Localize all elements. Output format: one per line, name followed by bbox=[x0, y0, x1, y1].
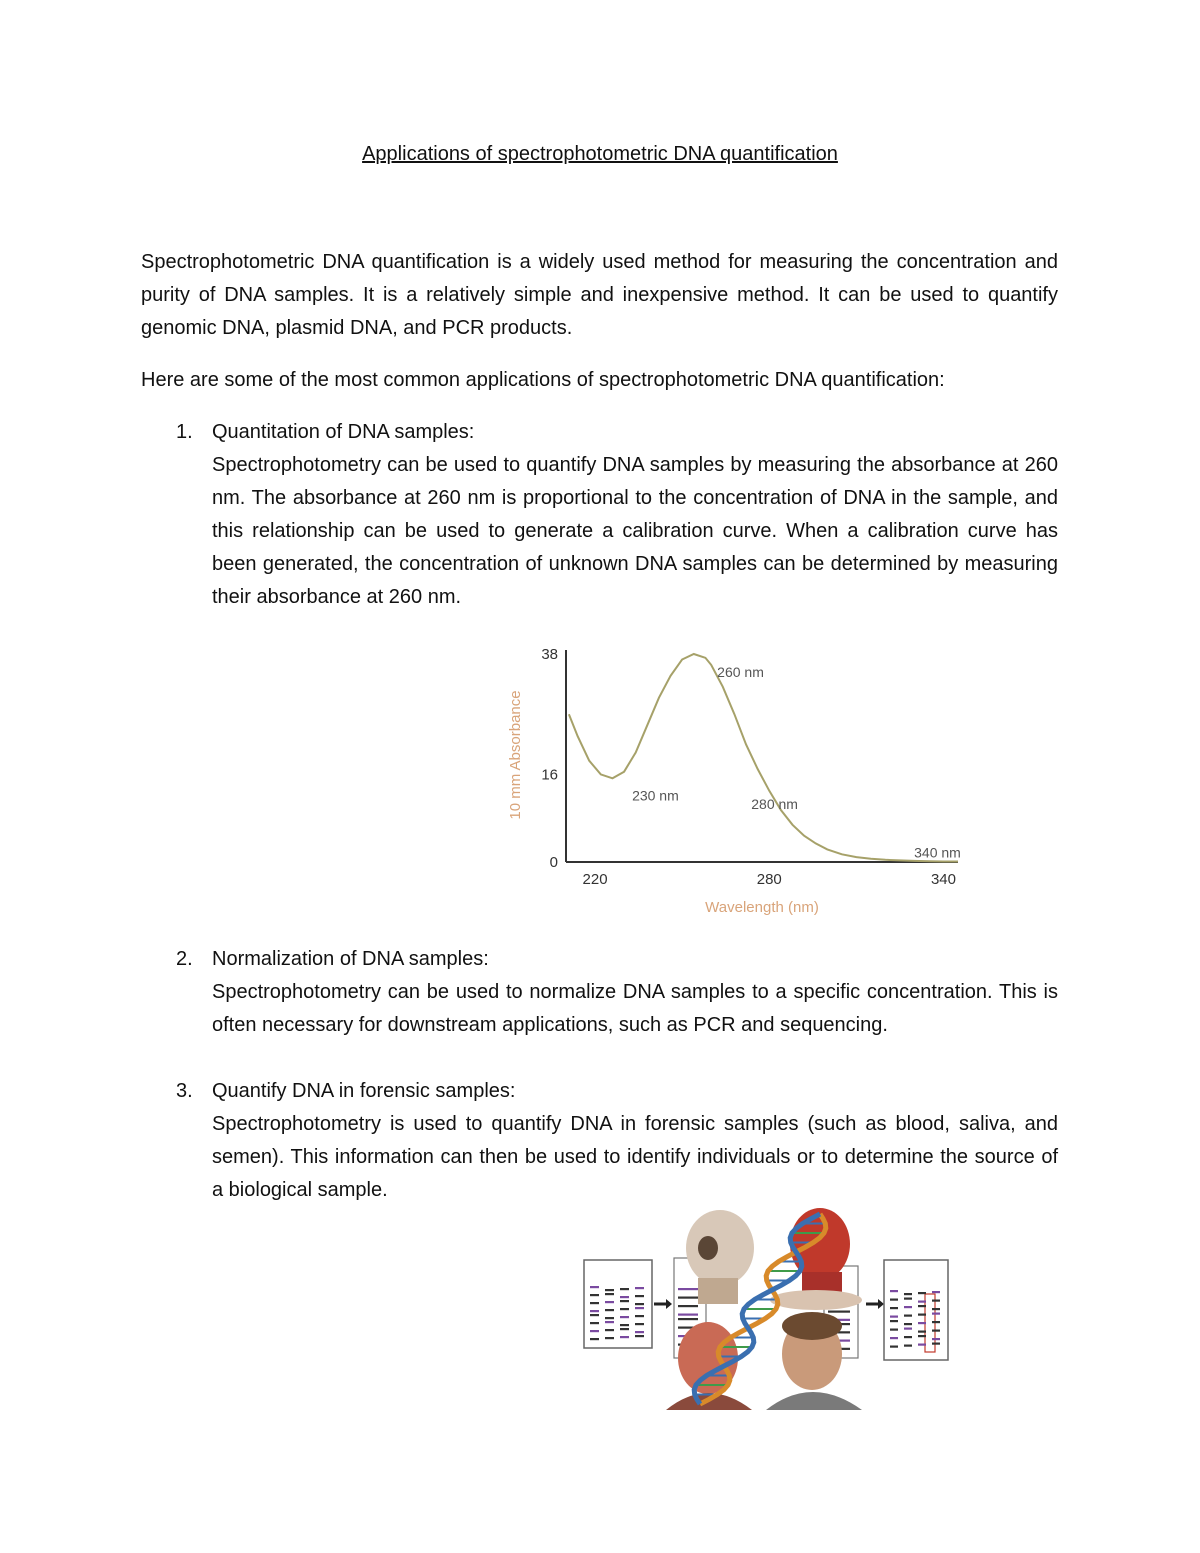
gel-band bbox=[904, 1293, 912, 1295]
gel-band bbox=[620, 1308, 629, 1310]
y-axis-label: 10 mm Absorbance bbox=[507, 690, 524, 820]
gel-band bbox=[932, 1313, 940, 1315]
gel-band bbox=[932, 1330, 940, 1332]
arrow-right-icon bbox=[866, 1299, 884, 1309]
gel-band bbox=[635, 1295, 644, 1297]
list-item-number: 3. bbox=[176, 1080, 193, 1102]
gel-band bbox=[918, 1301, 926, 1303]
absorbance-chart bbox=[500, 640, 970, 920]
list-item-number: 1. bbox=[176, 421, 193, 443]
x-tick-label: 280 bbox=[756, 871, 782, 888]
list-item-number: 2. bbox=[176, 948, 193, 970]
gel-band bbox=[890, 1307, 898, 1309]
gel-band bbox=[918, 1335, 926, 1337]
gel-band bbox=[904, 1306, 912, 1308]
gel-band bbox=[890, 1329, 898, 1331]
gel-band bbox=[932, 1338, 940, 1340]
gel-band bbox=[918, 1344, 926, 1346]
chart-plot-area bbox=[569, 654, 958, 862]
list-item-body: Spectrophotometry can be used to quantify DNA samples by measuring the absorbance at 260 nm. The absorbance at 260 nm is proportional to the concentration of DNA in the sample, and this relationship can be used to generate a calibration curve. When a calibration curve has been generated, the concentration of unknown DNA samples can be determined by measuring their absorbance at 260 nm. bbox=[212, 454, 1058, 608]
arrow-right-icon bbox=[654, 1299, 672, 1309]
gel-band bbox=[635, 1331, 644, 1333]
gel-band bbox=[932, 1321, 940, 1323]
gel-band bbox=[635, 1307, 644, 1309]
chart-tick-labels bbox=[541, 646, 956, 888]
gel-band bbox=[890, 1320, 898, 1322]
gel-band bbox=[620, 1288, 629, 1290]
gel-band bbox=[904, 1336, 912, 1338]
x-tick-label: 220 bbox=[582, 871, 608, 888]
data-annotation: 260 nm bbox=[717, 663, 764, 680]
gel-band bbox=[932, 1300, 940, 1302]
gel-band bbox=[890, 1346, 898, 1348]
list-item-body: Spectrophotometry can be used to normalize DNA samples to a specific concentration. This is often necessary for downstream applications, such as PCR and sequencing. bbox=[212, 981, 1058, 1036]
list-item-heading: Normalization of DNA samples: bbox=[212, 948, 489, 970]
gel-band bbox=[904, 1328, 912, 1330]
dna-profile-card-left bbox=[584, 1260, 652, 1348]
intro-paragraph: Spectrophotometric DNA quantification is a widely used method for measuring the concentration and purity of DNA samples. It is a relatively simple and inexpensive method. It can be used to quantify genomic DNA, plasmid DNA, and PCR products. bbox=[141, 251, 1058, 339]
series-line bbox=[569, 654, 958, 862]
forensic-dna-illustration bbox=[580, 1208, 952, 1410]
gel-band bbox=[620, 1336, 629, 1338]
gel-band bbox=[918, 1292, 926, 1294]
gel-band bbox=[590, 1294, 599, 1296]
gel-band bbox=[890, 1337, 898, 1339]
gel-band bbox=[932, 1343, 940, 1345]
gel-band bbox=[605, 1329, 614, 1331]
gel-band bbox=[590, 1314, 599, 1316]
gel-band bbox=[918, 1314, 926, 1316]
gel-band bbox=[918, 1322, 926, 1324]
list-item-heading: Quantitation of DNA samples: bbox=[212, 421, 475, 443]
gel-band bbox=[605, 1289, 614, 1291]
chart-annotations bbox=[632, 664, 961, 861]
gel-band bbox=[620, 1300, 629, 1302]
y-tick-label: 0 bbox=[549, 854, 558, 871]
gel-band bbox=[605, 1321, 614, 1323]
gel-band bbox=[635, 1323, 644, 1325]
gel-band bbox=[635, 1287, 644, 1289]
gel-band bbox=[605, 1337, 614, 1339]
gel-band bbox=[932, 1308, 940, 1310]
gel-band bbox=[890, 1299, 898, 1301]
gel-band bbox=[590, 1330, 599, 1332]
list-item-body: Spectrophotometry is used to quantify DNA in forensic samples (such as blood, saliva, and semen). This information can then be used to identify individuals or to determine the source of a biological sample. bbox=[212, 1113, 1058, 1201]
gel-band bbox=[904, 1323, 912, 1325]
gel-band bbox=[590, 1302, 599, 1304]
gel-band bbox=[904, 1298, 912, 1300]
dna-profile-card-right bbox=[884, 1260, 948, 1360]
gel-band bbox=[678, 1314, 698, 1316]
lead-paragraph: Here are some of the most common applications of spectrophotometric DNA quantification: bbox=[141, 369, 945, 391]
data-annotation: 280 nm bbox=[751, 795, 798, 812]
gel-band bbox=[678, 1318, 698, 1320]
gel-band bbox=[678, 1288, 698, 1290]
gel-band bbox=[678, 1305, 698, 1307]
gel-band bbox=[590, 1310, 599, 1312]
gel-band bbox=[590, 1322, 599, 1324]
gel-band bbox=[620, 1296, 629, 1298]
gel-band bbox=[605, 1317, 614, 1319]
list-item-heading: Quantify DNA in forensic samples: bbox=[212, 1080, 516, 1102]
y-tick-label: 38 bbox=[541, 646, 558, 663]
gel-band bbox=[620, 1328, 629, 1330]
page-title: Applications of spectrophotometric DNA quantification bbox=[362, 143, 838, 165]
gel-band bbox=[590, 1286, 599, 1288]
gel-band bbox=[890, 1316, 898, 1318]
gel-band bbox=[932, 1291, 940, 1293]
gel-band bbox=[605, 1309, 614, 1311]
gel-band bbox=[678, 1297, 698, 1299]
gel-band bbox=[904, 1345, 912, 1347]
gel-band bbox=[590, 1338, 599, 1340]
data-annotation: 340 nm bbox=[914, 844, 961, 861]
gel-band bbox=[890, 1290, 898, 1292]
chart-axes bbox=[566, 650, 958, 862]
gel-band bbox=[635, 1315, 644, 1317]
gel-band bbox=[635, 1335, 644, 1337]
y-tick-label: 16 bbox=[541, 766, 558, 784]
gel-band bbox=[918, 1331, 926, 1333]
gel-band bbox=[918, 1305, 926, 1307]
gel-band bbox=[904, 1315, 912, 1317]
x-axis-label: Wavelength (nm) bbox=[705, 899, 819, 916]
data-annotation: 230 nm bbox=[632, 787, 679, 804]
gel-band bbox=[605, 1293, 614, 1295]
gel-band bbox=[828, 1311, 850, 1313]
gel-band bbox=[620, 1316, 629, 1318]
gel-band bbox=[605, 1301, 614, 1303]
gel-band bbox=[635, 1303, 644, 1305]
gel-band bbox=[620, 1324, 629, 1326]
x-tick-label: 340 bbox=[930, 871, 956, 888]
